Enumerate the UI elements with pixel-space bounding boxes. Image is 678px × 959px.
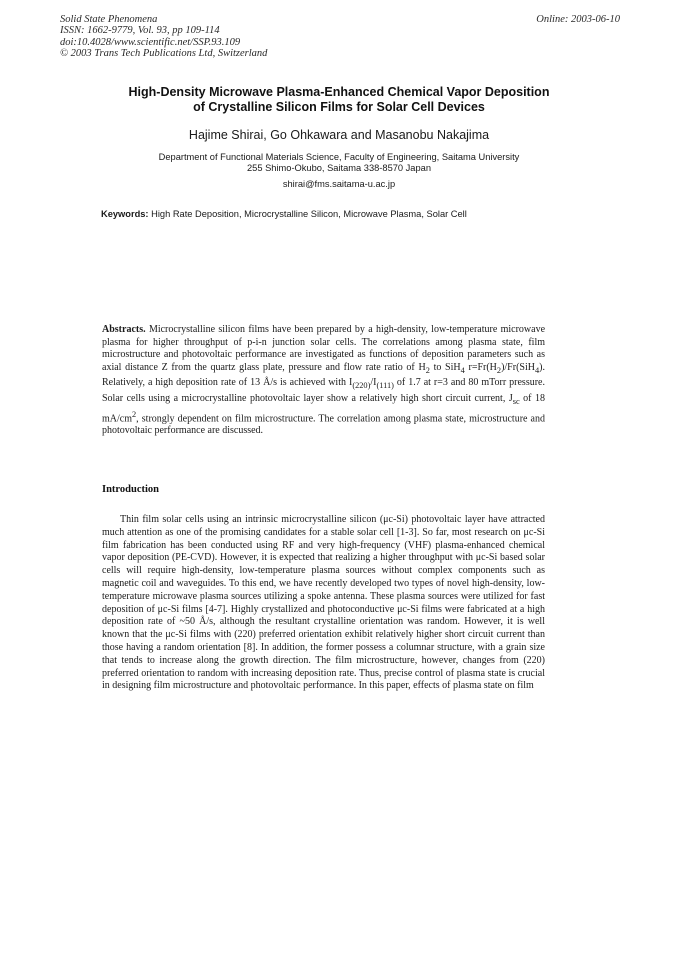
abstract <box>102 324 545 438</box>
abstract-sub: (111) <box>376 381 394 391</box>
abstract-sub: 4 <box>460 365 465 375</box>
abstract-text: Microcrystalline silicon films have been prepared by a high-density, low-temperature microwave plasma for higher throughput of p-i-n junction solar cells. The correlations among plasma state, film microstructure and photovoltaic performance are investigated as functions of deposition parameters such as axial distance Z from the quartz glass plate, pressure and flow rate ratio of H <box>102 324 546 373</box>
author-email: shirai@fms.saitama-u.ac.jp <box>282 179 396 189</box>
abstract-sub: 2 <box>496 365 502 375</box>
abstract-sub: 4 <box>534 365 540 375</box>
affiliation-line-1: Department of Functional Materials Science, Faculty of Engineering, Saitama University <box>158 152 520 162</box>
paper-authors: Hajime Shirai, Go Ohkawara and Masanobu Nakajima <box>188 128 490 142</box>
section-heading-introduction: Introduction <box>102 484 159 495</box>
abstract-text: ). Relatively, a high deposition rate of 13 Å/s is achieved with I <box>102 361 545 389</box>
introduction-body <box>102 514 545 693</box>
journal-name: Solid State Phenomena <box>60 14 158 25</box>
abstract-text: of 18 mA/cm <box>102 392 545 424</box>
abstract-sup: 2 <box>132 409 137 419</box>
affiliation-line-2: 255 Shimo-Okubo, Saitama 338-8570 Japan <box>247 163 431 174</box>
abstract-text: r=Fr(H <box>464 361 497 373</box>
introduction-paragraph: Thin film solar cells using an intrinsic microcrystalline silicon (μc-Si) photovoltaic layer have attracted much attention as one of the promising candidates for a stable solar cell [1-3]. So far, most research on μc-Si film fabrication has been conducted using RF and very high-frequency (VHF) plasma-enhanced chemical vapor deposition (PE-CVD). However, it is expected that realizing a higher throughput with μc-Si based solar cells will require high-density, low-temperature plasma sources without complex components such as magnetic coil and waveguides. To this end, we have recently developed two types of novel high-density, low-temperature microwave plasma sources utilizing a spoke antenna. These plasma sources were utilized for fast deposition of μc-Si films [4-7]. Highly crystallized and photoconductive μc-Si films were fabricated at a high deposition rate of ~50 Å/s, although the resultant crystalline orientation was random. However, it is well known that the μc-Si films with (220) preferred orientation exhibit relatively higher short circuit current than those having a random orientation [8]. In addition, the former possess a columnar structure, with a grain size that tends to increase along the growth direction. The film microstructure, however, changes from (220) preferred orientation to random with increasing deposition rate. Thus, precise control of plasma state is crucial in designing film microstructure and photovoltaic performance. In this paper, effects of plasma state on film <box>102 514 545 692</box>
paper-title <box>80 85 598 115</box>
keywords-list: High Rate Deposition, Microcrystalline Silicon, Microwave Plasma, Solar Cell <box>151 209 467 219</box>
title-line-1: High-Density Microwave Plasma-Enhanced Chemical Vapor Deposition <box>128 85 550 99</box>
abstract-text: )/Fr(SiH <box>501 361 535 373</box>
abstract-text: , strongly dependent on film microstructure. The correlation among plasma state, microstructure and photovoltaic performance are discussed. <box>102 412 545 437</box>
keywords-label: Keywords: <box>101 209 149 219</box>
abstract-sub: sc <box>512 396 520 406</box>
journal-issn: ISSN: 1662-9779, Vol. 93, pp 109-114 <box>60 25 220 37</box>
abstract-sub: (220) <box>352 381 371 391</box>
journal-doi: doi:10.4028/www.scientific.net/SSP.93.109 <box>60 36 241 48</box>
abstract-sub: 2 <box>425 365 430 375</box>
keywords <box>101 209 581 219</box>
abstract-text: to SiH <box>429 361 461 373</box>
abstract-label: Abstracts. <box>102 324 146 335</box>
paper-affiliation <box>100 152 578 175</box>
online-date: Online: 2003-06-10 <box>536 14 620 25</box>
abstract-text: of 1.7 at r=3 and 80 mTorr pressure. Solar cells using a microcrystalline photovoltaic layer show a relatively high short circuit current, J <box>102 377 545 404</box>
journal-header <box>60 14 620 60</box>
abstract-text: /I <box>370 377 377 389</box>
journal-copyright: © 2003 Trans Tech Publications Ltd, Switzerland <box>60 48 268 60</box>
title-line-2: of Crystalline Silicon Films for Solar Cell Devices <box>193 100 485 114</box>
